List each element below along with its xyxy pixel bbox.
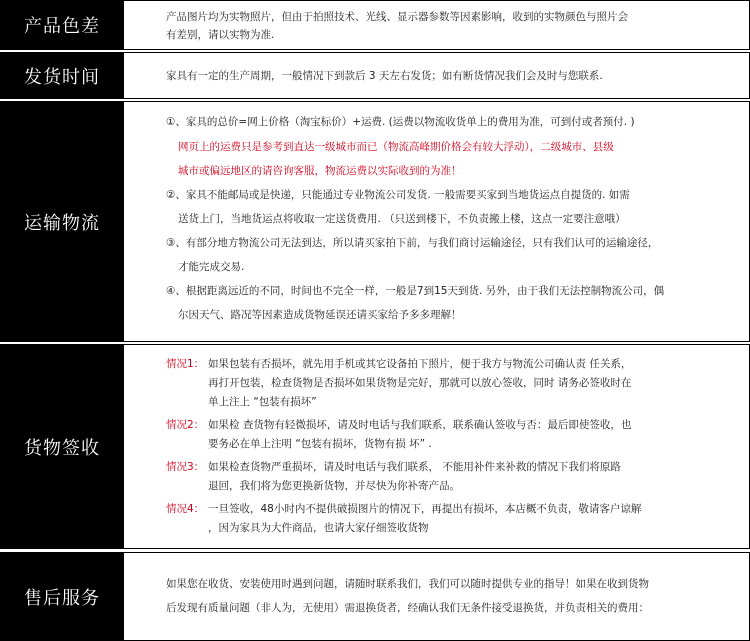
text-line: 后发现有质量问题（非人为，无使用）需退换货者，经确认我们无条件接受退换货，并负责相关的费用： <box>166 602 649 614</box>
section-content <box>124 52 750 99</box>
text-line: ④、根据距离远近的不同，时间也不完全一样，一般是7到15天到货. 另外，由于我们无法控制物流公司，偶 <box>166 285 665 297</box>
text-line: 送货上门，当地货运点将收取一定送货费用. （只送到楼下，不负责搬上楼，这点一定要注意哦） <box>178 213 626 225</box>
case-tag: 情况3： <box>166 461 205 473</box>
text-line: ①、家具的总价=网上价格（淘宝标价）+运费. (运费以物流收货单上的费用为准，可到付或者预付. ) <box>166 116 635 128</box>
text-line: 一旦签收，48小时内不提供破损图片的情况下，再提出有损坏，本店概不负责，敬请客户谅解 <box>208 503 642 515</box>
section-after-sales <box>0 552 750 641</box>
section-transport <box>0 101 750 342</box>
text-line: ③、有部分地方物流公司无法到达，所以请买家拍下前，与我们商讨运输途径，只有我们认可的运输途径， <box>166 237 659 249</box>
section-label: 货物签收 <box>0 344 124 549</box>
section-shipping-time <box>0 52 750 99</box>
section-content <box>124 0 750 50</box>
section-label: 运输物流 <box>0 101 124 342</box>
section-content <box>124 552 750 641</box>
highlight-line: 网页上的运费只是参考到直达一级城市而已（物流高峰期价格会有较大浮动），二级城市、县级 <box>178 141 614 153</box>
case-tag: 情况1： <box>166 358 205 370</box>
text-line: 产品图片均为实物照片，但由于拍照技术、光线、显示器参数等因素影响，收到的实物颜色与照片会 <box>166 11 628 23</box>
section-label: 产品色差 <box>0 0 124 50</box>
case-tag: 情况2： <box>166 419 205 431</box>
text-line: ，因为家具为大件商品，也请大家仔细签收货物 <box>208 522 429 534</box>
text-line: 要务必在单上注明 “包装有损坏，货物有损 坏” . <box>208 438 432 450</box>
highlight-line: 城市或偏远地区的请咨询客服，物流运费以实际收到的为准！ <box>178 165 462 177</box>
text-line: 如果检查货物严重损坏，请及时电话与我们联系， 不能用补件来补救的情况下我们将原路 <box>208 461 621 473</box>
text-line: 再打开包装，检查货物是否损坏如果货物是完好，那就可以放心签收，同时 请务必签收时在 <box>208 377 632 389</box>
text-line: 才能完成交易. <box>178 261 245 273</box>
text-line: 尔因天气、路况等因素造成货物延误还请买家给予多多理解！ <box>178 309 462 321</box>
text-line: 如果包装有否损坏，就先用手机或其它设备拍下照片，便于我方与物流公司确认责 任关系， <box>208 358 632 370</box>
text-line: 有差别，请以实物为准. <box>166 29 275 41</box>
text-line: 单上注上 “包装有损坏” <box>208 396 317 408</box>
section-content <box>124 344 750 549</box>
section-label: 发货时间 <box>0 52 124 99</box>
section-content <box>124 101 750 342</box>
section-delivery-sign <box>0 344 750 549</box>
text-line: 如果您在收货、安装使用时遇到问题，请随时联系我们，我们可以随时提供专业的指导！如果在收到货物 <box>166 578 649 590</box>
text-line: 如果检 查货物有轻微损坏，请及时电话与我们联系，联系确认签收与否：最后即使签收，也 <box>208 419 632 431</box>
case-tag: 情况4： <box>166 503 205 515</box>
text-line: ②、家具不能邮局或是快递，只能通过专业物流公司发货. 一般需要买家到当地货运点自提货的. 如需 <box>166 189 630 201</box>
section-color-difference <box>0 0 750 50</box>
text-line: 家具有一定的生产周期，一般情况下到款后 3 天左右发货；如有断货情况我们会及时与您联系. <box>166 70 603 82</box>
text-line: 退回，我们将为您更换新货物，并尽快为你补寄产品。 <box>208 480 460 492</box>
section-label: 售后服务 <box>0 552 124 641</box>
